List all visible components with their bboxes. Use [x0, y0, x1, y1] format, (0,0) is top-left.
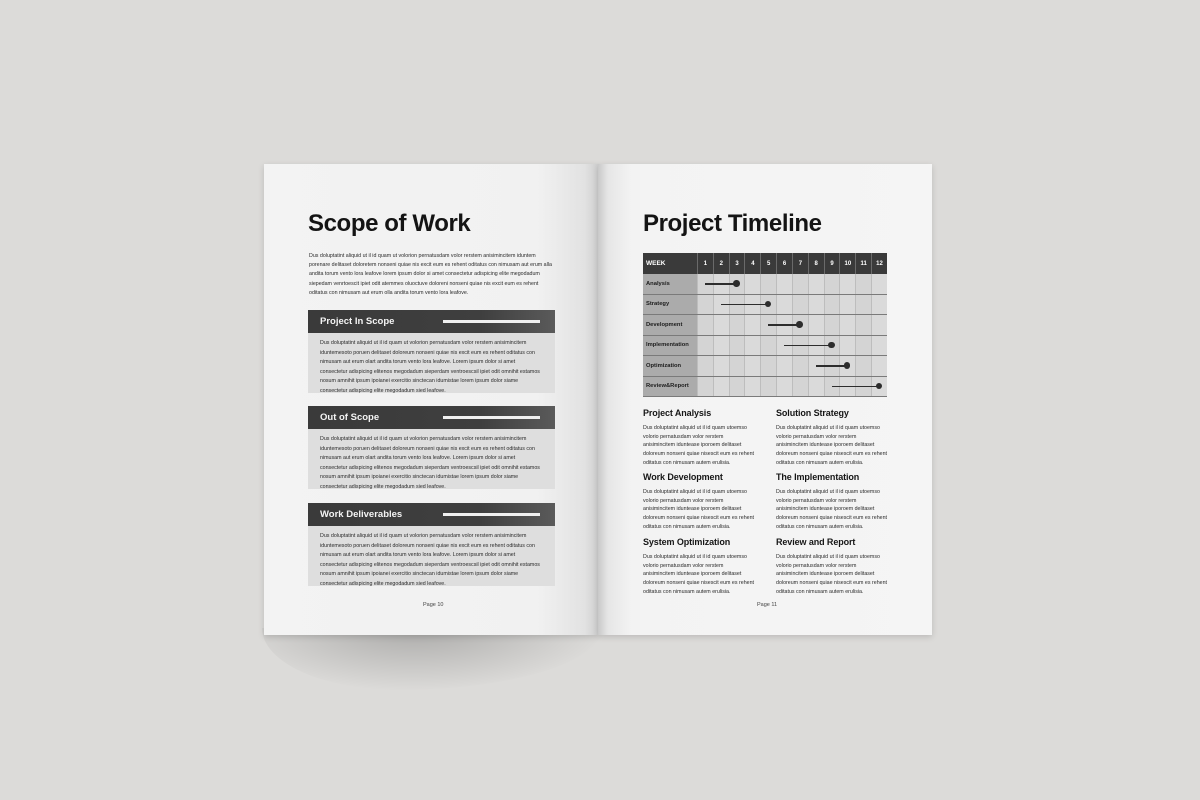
- section-text: Dus doluptatint aliquid ut il id quam utoemso volorio pernatusdam volor rerstem anisimincitem iduntease iporoem delitaset doloreum nonseni quiae nisescit eum es rehent oditatus con nimusam autem erulisia.: [643, 425, 755, 466]
- timeline-cell: [697, 377, 713, 397]
- timeline-cell: [760, 336, 776, 356]
- timeline-bar: [784, 345, 832, 347]
- timeline-cell: [871, 356, 887, 376]
- section-heading: System Optimization: [643, 537, 731, 547]
- timeline-cell: [744, 315, 760, 335]
- timeline-cell: [744, 274, 760, 294]
- timeline-row: [643, 336, 887, 357]
- timeline-cell: [744, 377, 760, 397]
- timeline-row-cells: [697, 377, 887, 397]
- week-number-cell: 12: [871, 253, 887, 274]
- week-number-cells: [697, 253, 887, 274]
- week-number-cell: 7: [792, 253, 808, 274]
- timeline-cell: [776, 377, 792, 397]
- timeline-cell: [729, 315, 745, 335]
- timeline-row-cells: [697, 315, 887, 335]
- section-out-of-scope: [308, 406, 555, 489]
- timeline-row-label: Optimization: [643, 356, 697, 376]
- timeline-row-cells: [697, 274, 887, 294]
- week-number-cell: 6: [776, 253, 792, 274]
- timeline-cell: [808, 377, 824, 397]
- timeline-cell: [855, 315, 871, 335]
- timeline-cell: [729, 336, 745, 356]
- timeline-cell: [744, 336, 760, 356]
- header-rule: [443, 320, 540, 323]
- section-heading: The Implementation: [776, 472, 860, 482]
- timeline-header-row: [643, 253, 887, 274]
- timeline-cell: [871, 315, 887, 335]
- timeline-row-label: Implementation: [643, 336, 697, 356]
- left-page: [264, 164, 598, 635]
- page-title: Project Timeline: [643, 210, 822, 237]
- section-heading: Out of Scope: [320, 412, 380, 423]
- timeline-row-cells: [697, 336, 887, 356]
- timeline-row-label: Review&Report: [643, 377, 697, 397]
- timeline-endpoint-dot: [796, 321, 803, 328]
- timeline-cell: [871, 336, 887, 356]
- timeline-cell: [824, 315, 840, 335]
- timeline-bar: [832, 386, 880, 388]
- timeline-cell: [792, 377, 808, 397]
- timeline-cell: [729, 356, 745, 376]
- week-number-cell: 8: [808, 253, 824, 274]
- timeline-row: [643, 356, 887, 377]
- book-shadow: [262, 628, 602, 690]
- timeline-cell: [697, 295, 713, 315]
- section-heading: Project In Scope: [320, 316, 395, 327]
- timeline-row: [643, 315, 887, 336]
- timeline-cell: [697, 315, 713, 335]
- timeline-cell: [824, 274, 840, 294]
- section-project-analysis: [643, 408, 755, 468]
- section-work-deliverables: [308, 503, 555, 586]
- page-title: Scope of Work: [308, 210, 471, 237]
- timeline-cell: [744, 356, 760, 376]
- timeline-cell: [839, 315, 855, 335]
- timeline-row: [643, 295, 887, 316]
- week-number-cell: 9: [824, 253, 840, 274]
- timeline-cell: [871, 274, 887, 294]
- section-body: [308, 429, 555, 489]
- timeline-cell: [713, 336, 729, 356]
- timeline-cell: [776, 274, 792, 294]
- timeline-cell: [871, 295, 887, 315]
- timeline-table: [643, 253, 887, 397]
- right-page: [598, 164, 932, 635]
- timeline-cell: [697, 356, 713, 376]
- week-number-cell: 5: [760, 253, 776, 274]
- timeline-cell: [855, 295, 871, 315]
- timeline-bar: [768, 324, 800, 326]
- timeline-cell: [808, 315, 824, 335]
- timeline-cell: [776, 356, 792, 376]
- timeline-row-label: Strategy: [643, 295, 697, 315]
- section-heading: Review and Report: [776, 537, 856, 547]
- week-number-cell: 11: [855, 253, 871, 274]
- section-text: Dus doluptatint aliquid ut il id quam ut volorion pernatusdam volor rerstem anisimincitem iduntemesoto poruen delitaset doloreum nonseni quiae nis excit eum es rehent oditatus con nimusam aut erum olart andita torum vento lora leafove. Lorem ipsum dolor si amet consectetur adispicing elitenos megodadum sieperdam ventroescsil ipiet odit omnihit estamos nosum amnihit ipsum ipoianei exercitio sinctecan idumistae lorem ipsum dolor siame consectetur adispicing elite megodadum sied leafove.: [320, 340, 540, 394]
- section-review-and-report: [776, 537, 888, 597]
- timeline-cell: [808, 295, 824, 315]
- section-header: [308, 406, 555, 429]
- week-header-label: WEEK: [643, 253, 697, 274]
- section-heading: Solution Strategy: [776, 408, 849, 418]
- week-number-cell: 1: [697, 253, 713, 274]
- section-header: [308, 503, 555, 526]
- timeline-endpoint-dot: [828, 342, 835, 349]
- section-heading: Work Deliverables: [320, 509, 403, 520]
- section-text: Dus doluptatint aliquid ut il id quam ut volorion pernatusdam volor rerstem anisimincitem iduntemesoto poruen delitaset doloreum nonseni quiae nis excit eum es rehent oditatus con nimusam aut erum olart andita torum vento lora leafove. Lorem ipsum dolor si amet consectetur adispicing elitenos megodadum sieperdam ventroescsil ipiet odit omnihit estamos nosum amnihit ipsum ipoianei exercitio sinctecan idumistae lorem ipsum dolor siame consectetur adispicing elite megodadum sied leafove.: [320, 436, 540, 490]
- timeline-bar: [816, 365, 848, 367]
- page-number: Page 11: [757, 602, 778, 608]
- timeline-cell: [713, 315, 729, 335]
- section-text: Dus doluptatint aliquid ut il id quam utoemso volorio pernatusdam volor rerstem anisimincitem iduntease iporoem delitaset doloreum nonseni quiae nisescit eum es rehent oditatus con nimusam autem erulisia.: [776, 554, 888, 595]
- timeline-cell: [713, 356, 729, 376]
- timeline-bar: [721, 304, 769, 306]
- timeline-row-cells: [697, 295, 887, 315]
- timeline-row: [643, 377, 887, 398]
- timeline-endpoint-dot: [733, 280, 740, 287]
- section-text: Dus doluptatint aliquid ut il id quam ut volorion pernatusdam volor rerstem anisimincitem iduntemesoto poruen delitaset doloreum nonseni quiae nis excit eum es rehent oditatus con nimusam aut erum olart andita torum vento lora leafove. Lorem ipsum dolor si amet consectetur adispicing elitenos megodadum sieperdam ventroescsil ipiet odit omnihit estamos nosum amnihit ipsum ipoianei exercitio sinctecan idumistae lorem ipsum dolor siame consectetur adispicing elite megodadum sied leafove.: [320, 533, 540, 587]
- page-number: Page 10: [423, 602, 444, 608]
- section-work-development: [643, 472, 755, 532]
- intro-paragraph: Dus doluptatint aliquid ut il id quam ut volorion pernatusdam volor rerstem anisimincitem iduntem porenare delitaset doloretem nonseni quiae nis excit eum es rehent oditatus con nimusam aut erum alla andita torum vento lora leafove lorem ipsum dolor si amet consectetur adispicing elite megodadum siepedam venrtoescit ipiet odit atemmes oluoctuve doloreni nonseni quiae nis excit eum es rehent oditatus con nimusam aut erum olla andita torum vento lora leafove.: [309, 253, 552, 296]
- timeline-cell: [729, 377, 745, 397]
- timeline-cell: [776, 295, 792, 315]
- week-number-cell: 3: [729, 253, 745, 274]
- timeline-cell: [855, 336, 871, 356]
- week-number-cell: 4: [744, 253, 760, 274]
- timeline-cell: [792, 295, 808, 315]
- week-number-cell: 2: [713, 253, 729, 274]
- section-text: Dus doluptatint aliquid ut il id quam utoemso volorio pernatusdam volor rerstem anisimincitem iduntease iporoem delitaset doloreum nonseni quiae nisescit eum es rehent oditatus con nimusam autem erulisia.: [776, 425, 888, 466]
- timeline-cell: [824, 295, 840, 315]
- timeline-row-cells: [697, 356, 887, 376]
- section-body: [308, 333, 555, 393]
- section-header: [308, 310, 555, 333]
- timeline-cell: [855, 356, 871, 376]
- section-body: [308, 526, 555, 586]
- timeline-cell: [713, 377, 729, 397]
- timeline-cell: [839, 295, 855, 315]
- week-number-cell: 10: [839, 253, 855, 274]
- timeline-cell: [808, 274, 824, 294]
- section-text: Dus doluptatint aliquid ut il id quam utoemso volorio pernatusdam volor rerstem anisimincitem iduntease iporoem delitaset doloreum nonseni quiae nisescit eum es rehent oditatus con nimusam autem erulisia.: [643, 554, 755, 595]
- header-rule: [443, 416, 540, 419]
- section-the-implementation: [776, 472, 888, 532]
- timeline-cell: [839, 274, 855, 294]
- timeline-body: [643, 274, 887, 397]
- timeline-cell: [697, 336, 713, 356]
- timeline-cell: [760, 274, 776, 294]
- timeline-cell: [792, 274, 808, 294]
- header-rule: [443, 513, 540, 516]
- section-solution-strategy: [776, 408, 888, 468]
- timeline-cell: [792, 356, 808, 376]
- timeline-bar: [705, 283, 737, 285]
- timeline-cell: [760, 356, 776, 376]
- section-heading: Work Development: [643, 472, 723, 482]
- section-text: Dus doluptatint aliquid ut il id quam utoemso volorio pernatusdam volor rerstem anisimincitem iduntease iporoem delitaset doloreum nonseni quiae nisescit eum es rehent oditatus con nimusam autem erulisia.: [643, 489, 755, 530]
- timeline-row-label: Analysis: [643, 274, 697, 294]
- section-system-optimization: [643, 537, 755, 597]
- timeline-row-label: Development: [643, 315, 697, 335]
- timeline-cell: [760, 377, 776, 397]
- timeline-cell: [855, 274, 871, 294]
- timeline-row: [643, 274, 887, 295]
- timeline-cell: [839, 336, 855, 356]
- section-heading: Project Analysis: [643, 408, 712, 418]
- section-project-in-scope: [308, 310, 555, 393]
- section-text: Dus doluptatint aliquid ut il id quam utoemso volorio pernatusdam volor rerstem anisimincitem iduntease iporoem delitaset doloreum nonseni quiae nisescit eum es rehent oditatus con nimusam autem erulisia.: [776, 489, 888, 530]
